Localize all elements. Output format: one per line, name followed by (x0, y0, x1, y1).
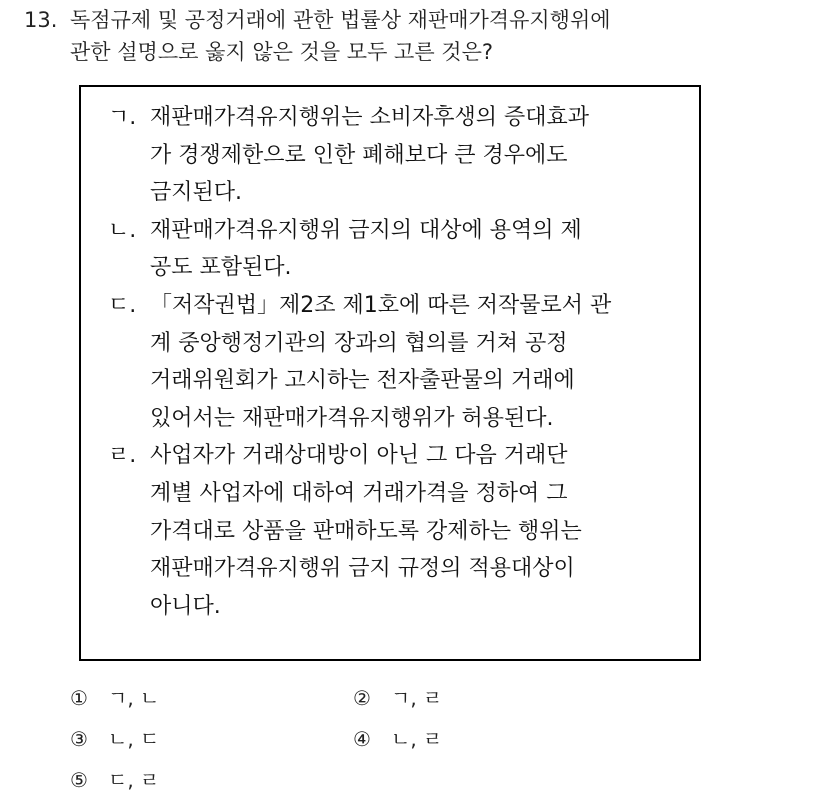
choice-1[interactable] (70, 682, 159, 711)
question-text-1: 독점규제 및 공정거래에 관한 법률상 재판매가격유지행위에 (70, 8, 611, 32)
statement-list (108, 99, 688, 625)
item-text: 거래위원회가 고시하는 전자출판물의 거래에 (150, 368, 575, 394)
item-continuation (108, 137, 688, 175)
answer-choices (70, 682, 770, 805)
statement-item-nieun (108, 212, 688, 250)
item-text: 계별 사업자에 대하여 거래가격을 정하여 그 (150, 480, 568, 506)
choice-number: ① (70, 686, 88, 710)
statement-item-rieul (108, 437, 688, 475)
choice-text: ㄴ, ㄹ (391, 727, 443, 751)
item-text: 재판매가격유지행위 금지의 대상에 용역의 제 (150, 217, 582, 243)
item-text: 있어서는 재판매가격유지행위가 허용된다. (150, 405, 554, 431)
choice-row-1 (70, 682, 770, 723)
item-text: 계 중앙행정기관의 장과의 협의를 거쳐 공정 (150, 330, 568, 356)
choice-text: ㄱ, ㄴ (108, 686, 160, 710)
question-stem (24, 4, 814, 68)
question-number: 13. (24, 8, 58, 32)
choice-number: ④ (353, 727, 371, 751)
statement-item-giyeok (108, 99, 688, 137)
statement-item-digeut (108, 287, 688, 325)
item-text: 재판매가격유지행위는 소비자후생의 증대효과 (150, 105, 590, 130)
item-marker: ㄱ. (108, 105, 137, 130)
choice-3[interactable] (70, 723, 159, 752)
item-continuation (108, 362, 688, 400)
choice-4[interactable] (353, 723, 442, 752)
item-text: 「저작권법」제2조 제1호에 따른 저작물로서 관 (150, 292, 612, 318)
choice-text: ㄱ, ㄹ (391, 686, 443, 710)
choice-text: ㄷ, ㄹ (108, 768, 160, 792)
choice-row-3 (70, 764, 770, 805)
choice-2[interactable] (353, 682, 442, 711)
item-text: 가 경쟁제한으로 인한 폐해보다 큰 경우에도 (150, 142, 568, 168)
question-line-1 (24, 4, 814, 36)
item-text: 아니다. (150, 593, 221, 619)
item-marker: ㄹ. (108, 443, 137, 469)
item-marker: ㄴ. (108, 217, 137, 243)
item-continuation (108, 513, 688, 551)
question-line-2 (24, 36, 814, 68)
item-text: 재판매가격유지행위 금지 규정의 적용대상이 (150, 556, 575, 582)
item-text: 공도 포함된다. (150, 255, 292, 281)
item-continuation (108, 588, 688, 626)
item-text: 금지된다. (150, 180, 243, 206)
statement-box (79, 85, 701, 661)
choice-5[interactable] (70, 764, 159, 793)
item-continuation (108, 400, 688, 438)
item-continuation (108, 174, 688, 212)
item-text: 가격대로 상품을 판매하도록 강제하는 행위는 (150, 518, 582, 544)
question-text-2: 관한 설명으로 옳지 않은 것을 모두 고른 것은? (70, 40, 494, 64)
item-text: 사업자가 거래상대방이 아닌 그 다음 거래단 (150, 443, 568, 469)
item-continuation (108, 475, 688, 513)
choice-text: ㄴ, ㄷ (108, 727, 160, 751)
item-continuation (108, 249, 688, 287)
choice-number: ③ (70, 727, 88, 751)
item-marker: ㄷ. (108, 292, 137, 318)
choice-number: ② (353, 686, 371, 710)
choice-number: ⑤ (70, 768, 88, 792)
item-continuation (108, 550, 688, 588)
choice-row-2 (70, 723, 770, 764)
item-continuation (108, 325, 688, 363)
